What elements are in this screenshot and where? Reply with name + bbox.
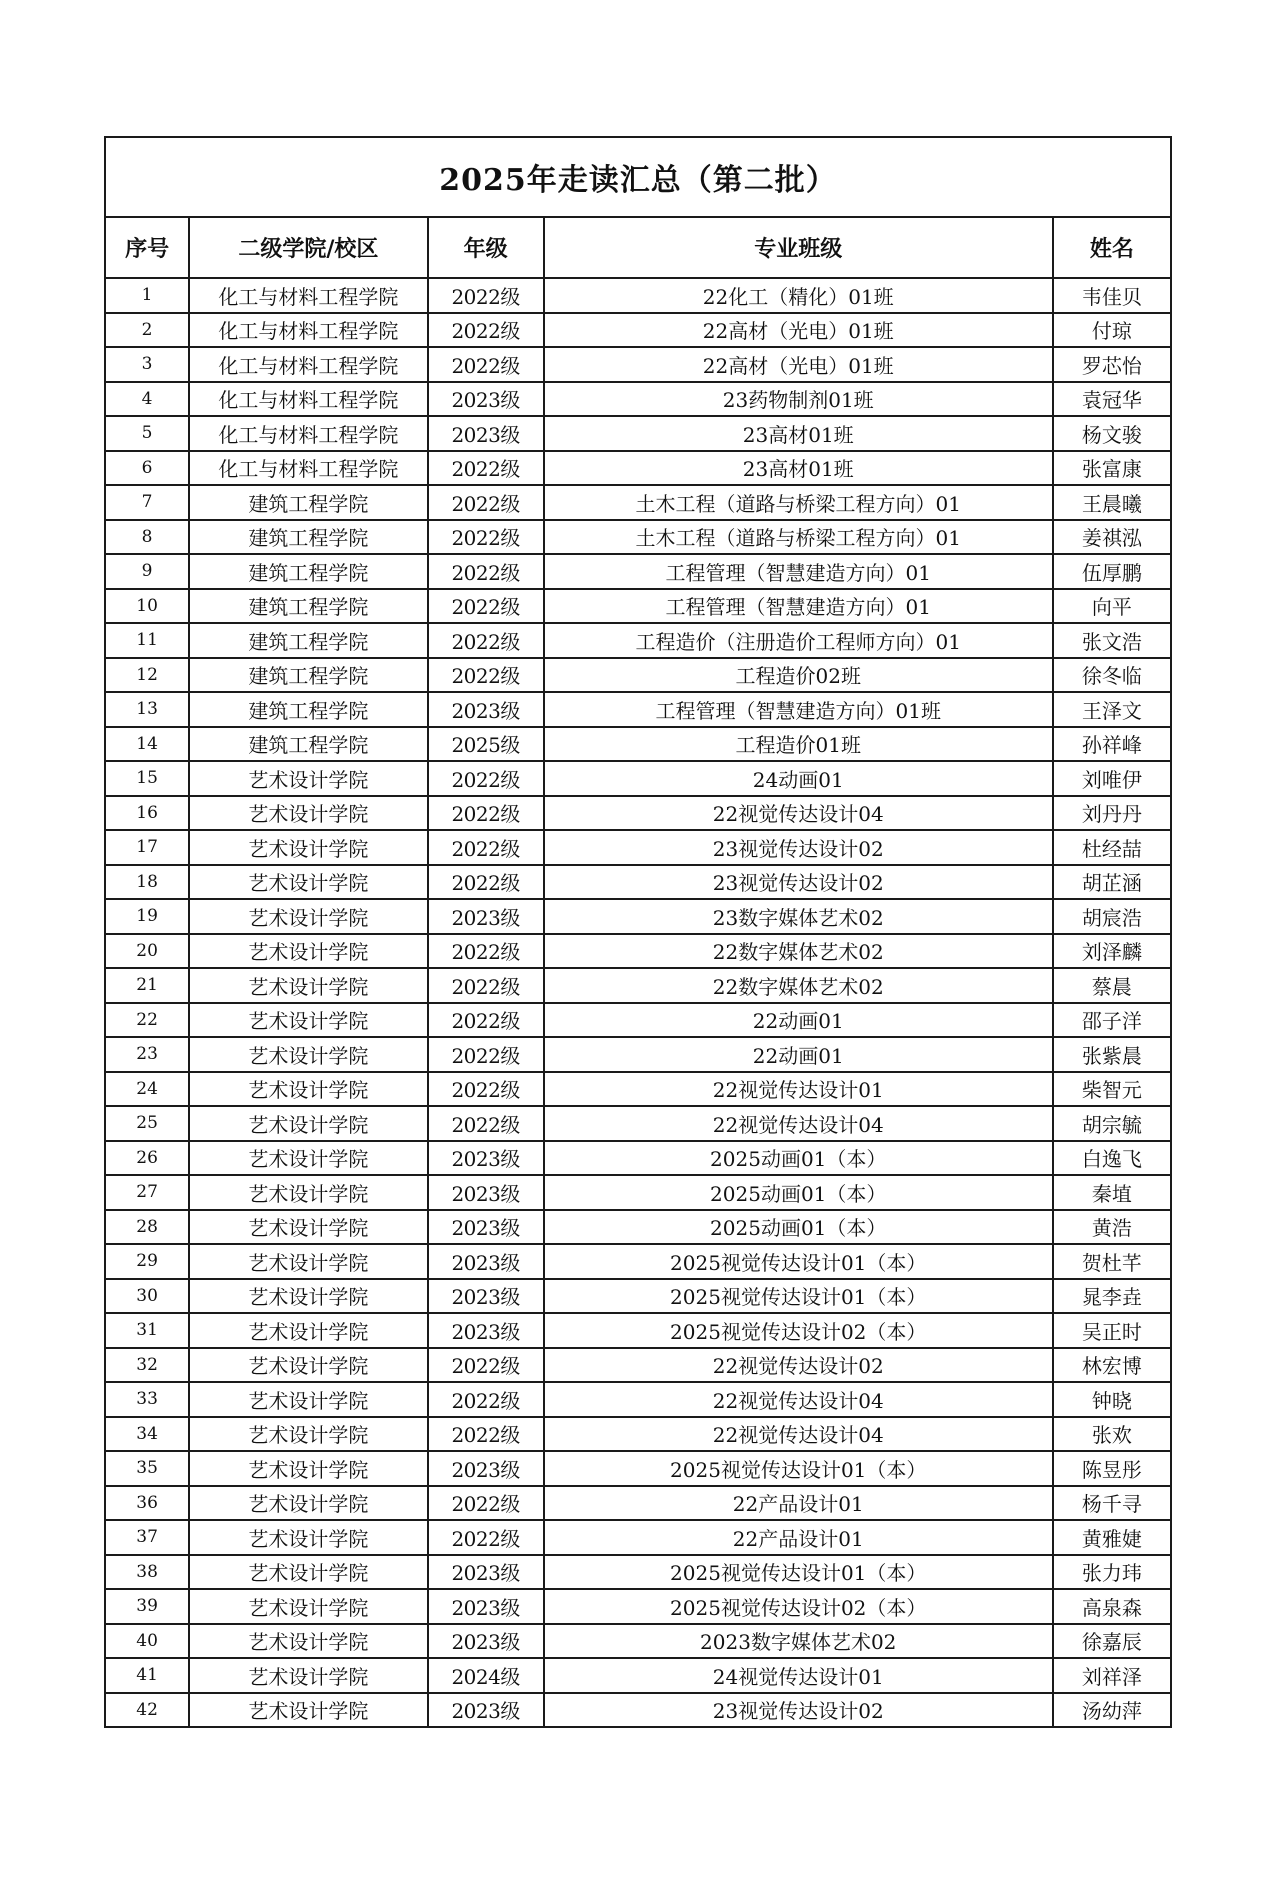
table-row <box>105 416 1171 451</box>
cell-college: 化工与材料工程学院 <box>189 347 427 382</box>
cell-name: 王泽文 <box>1053 692 1171 727</box>
cell-college: 艺术设计学院 <box>189 899 427 934</box>
cell-grade: 2023级 <box>428 382 544 417</box>
cell-class: 23视觉传达设计02 <box>544 830 1053 865</box>
table-row <box>105 658 1171 693</box>
table-row <box>105 1658 1171 1693</box>
cell-serial: 6 <box>105 451 189 486</box>
table-row <box>105 968 1171 1003</box>
cell-class: 22数字媒体艺术02 <box>544 968 1053 1003</box>
cell-name: 王晨曦 <box>1053 485 1171 520</box>
table-row <box>105 623 1171 658</box>
cell-grade: 2022级 <box>428 1382 544 1417</box>
cell-serial: 33 <box>105 1382 189 1417</box>
cell-college: 化工与材料工程学院 <box>189 382 427 417</box>
cell-serial: 25 <box>105 1106 189 1141</box>
cell-college: 艺术设计学院 <box>189 934 427 969</box>
table-row <box>105 1106 1171 1141</box>
cell-college: 化工与材料工程学院 <box>189 416 427 451</box>
cell-name: 张力玮 <box>1053 1555 1171 1590</box>
cell-name: 蔡晨 <box>1053 968 1171 1003</box>
cell-serial: 24 <box>105 1072 189 1107</box>
cell-college: 艺术设计学院 <box>189 968 427 1003</box>
cell-name: 胡宗毓 <box>1053 1106 1171 1141</box>
cell-name: 刘丹丹 <box>1053 796 1171 831</box>
cell-grade: 2022级 <box>428 1003 544 1038</box>
cell-serial: 11 <box>105 623 189 658</box>
cell-college: 建筑工程学院 <box>189 658 427 693</box>
cell-serial: 18 <box>105 865 189 900</box>
table-row <box>105 1244 1171 1279</box>
cell-name: 白逸飞 <box>1053 1141 1171 1176</box>
cell-college: 建筑工程学院 <box>189 727 427 762</box>
cell-name: 钟晓 <box>1053 1382 1171 1417</box>
cell-class: 土木工程（道路与桥梁工程方向）01 <box>544 485 1053 520</box>
cell-serial: 40 <box>105 1624 189 1659</box>
cell-name: 黄浩 <box>1053 1210 1171 1245</box>
cell-class: 22动画01 <box>544 1037 1053 1072</box>
cell-class: 22视觉传达设计04 <box>544 1417 1053 1452</box>
cell-name: 胡宸浩 <box>1053 899 1171 934</box>
cell-college: 艺术设计学院 <box>189 1624 427 1659</box>
cell-college: 艺术设计学院 <box>189 865 427 900</box>
cell-serial: 23 <box>105 1037 189 1072</box>
table-row <box>105 761 1171 796</box>
cell-grade: 2023级 <box>428 1555 544 1590</box>
cell-grade: 2022级 <box>428 313 544 348</box>
cell-college: 艺术设计学院 <box>189 1693 427 1728</box>
cell-class: 23高材01班 <box>544 416 1053 451</box>
cell-grade: 2023级 <box>428 1693 544 1728</box>
cell-serial: 8 <box>105 520 189 555</box>
cell-serial: 37 <box>105 1520 189 1555</box>
cell-grade: 2022级 <box>428 1106 544 1141</box>
cell-name: 张文浩 <box>1053 623 1171 658</box>
cell-college: 建筑工程学院 <box>189 623 427 658</box>
cell-class: 23药物制剂01班 <box>544 382 1053 417</box>
table-row <box>105 382 1171 417</box>
cell-name: 张富康 <box>1053 451 1171 486</box>
title-row <box>105 137 1171 217</box>
cell-class: 22高材（光电）01班 <box>544 313 1053 348</box>
table-row <box>105 796 1171 831</box>
cell-serial: 30 <box>105 1279 189 1314</box>
cell-college: 化工与材料工程学院 <box>189 313 427 348</box>
cell-college: 建筑工程学院 <box>189 589 427 624</box>
table-row <box>105 1175 1171 1210</box>
cell-class: 24动画01 <box>544 761 1053 796</box>
cell-college: 艺术设计学院 <box>189 1382 427 1417</box>
cell-college: 艺术设计学院 <box>189 1520 427 1555</box>
cell-grade: 2023级 <box>428 1244 544 1279</box>
cell-serial: 42 <box>105 1693 189 1728</box>
table-row <box>105 451 1171 486</box>
cell-class: 22产品设计01 <box>544 1486 1053 1521</box>
header-class: 专业班级 <box>544 217 1053 278</box>
table-row <box>105 1037 1171 1072</box>
header-college: 二级学院/校区 <box>189 217 427 278</box>
table-row <box>105 1003 1171 1038</box>
cell-college: 建筑工程学院 <box>189 554 427 589</box>
cell-name: 吴正时 <box>1053 1313 1171 1348</box>
cell-college: 化工与材料工程学院 <box>189 451 427 486</box>
cell-name: 高泉森 <box>1053 1589 1171 1624</box>
table-row <box>105 1555 1171 1590</box>
cell-grade: 2022级 <box>428 278 544 313</box>
table-row <box>105 1382 1171 1417</box>
cell-name: 刘祥泽 <box>1053 1658 1171 1693</box>
header-row <box>105 217 1171 278</box>
cell-serial: 13 <box>105 692 189 727</box>
cell-college: 艺术设计学院 <box>189 1486 427 1521</box>
cell-class: 23视觉传达设计02 <box>544 1693 1053 1728</box>
cell-class: 22高材（光电）01班 <box>544 347 1053 382</box>
cell-class: 24视觉传达设计01 <box>544 1658 1053 1693</box>
table-row <box>105 865 1171 900</box>
cell-serial: 7 <box>105 485 189 520</box>
cell-grade: 2022级 <box>428 623 544 658</box>
cell-college: 艺术设计学院 <box>189 1279 427 1314</box>
table-row <box>105 1279 1171 1314</box>
cell-college: 艺术设计学院 <box>189 1003 427 1038</box>
cell-class: 2025视觉传达设计01（本） <box>544 1451 1053 1486</box>
cell-name: 柴智元 <box>1053 1072 1171 1107</box>
document-title: 2025年走读汇总（第二批） <box>105 137 1171 217</box>
cell-grade: 2023级 <box>428 1313 544 1348</box>
table-row <box>105 934 1171 969</box>
table-row <box>105 1624 1171 1659</box>
cell-serial: 3 <box>105 347 189 382</box>
cell-grade: 2023级 <box>428 1624 544 1659</box>
table-row <box>105 1141 1171 1176</box>
cell-class: 23高材01班 <box>544 451 1053 486</box>
cell-name: 韦佳贝 <box>1053 278 1171 313</box>
cell-class: 2025动画01（本） <box>544 1141 1053 1176</box>
cell-grade: 2022级 <box>428 934 544 969</box>
cell-name: 黄雅婕 <box>1053 1520 1171 1555</box>
header-name: 姓名 <box>1053 217 1171 278</box>
cell-college: 艺术设计学院 <box>189 1658 427 1693</box>
cell-serial: 41 <box>105 1658 189 1693</box>
cell-name: 刘泽麟 <box>1053 934 1171 969</box>
cell-serial: 29 <box>105 1244 189 1279</box>
cell-name: 邵子洋 <box>1053 1003 1171 1038</box>
cell-class: 2025视觉传达设计02（本） <box>544 1589 1053 1624</box>
cell-serial: 15 <box>105 761 189 796</box>
cell-serial: 14 <box>105 727 189 762</box>
cell-serial: 10 <box>105 589 189 624</box>
cell-class: 2025视觉传达设计02（本） <box>544 1313 1053 1348</box>
table-row <box>105 1417 1171 1452</box>
cell-serial: 4 <box>105 382 189 417</box>
cell-class: 2025动画01（本） <box>544 1210 1053 1245</box>
table-row <box>105 692 1171 727</box>
cell-college: 艺术设计学院 <box>189 1072 427 1107</box>
cell-name: 罗芯怡 <box>1053 347 1171 382</box>
cell-class: 工程管理（智慧建造方向）01 <box>544 589 1053 624</box>
cell-grade: 2022级 <box>428 589 544 624</box>
cell-name: 刘唯伊 <box>1053 761 1171 796</box>
cell-college: 艺术设计学院 <box>189 1037 427 1072</box>
cell-grade: 2022级 <box>428 796 544 831</box>
cell-grade: 2022级 <box>428 347 544 382</box>
cell-college: 艺术设计学院 <box>189 1451 427 1486</box>
cell-serial: 27 <box>105 1175 189 1210</box>
cell-name: 张欢 <box>1053 1417 1171 1452</box>
cell-class: 22数字媒体艺术02 <box>544 934 1053 969</box>
cell-college: 艺术设计学院 <box>189 1106 427 1141</box>
table-row <box>105 278 1171 313</box>
cell-college: 艺术设计学院 <box>189 830 427 865</box>
header-serial: 序号 <box>105 217 189 278</box>
table-row <box>105 727 1171 762</box>
cell-name: 杜经喆 <box>1053 830 1171 865</box>
cell-class: 22视觉传达设计04 <box>544 1106 1053 1141</box>
cell-class: 23视觉传达设计02 <box>544 865 1053 900</box>
cell-name: 汤幼萍 <box>1053 1693 1171 1728</box>
cell-grade: 2022级 <box>428 1417 544 1452</box>
table-row <box>105 313 1171 348</box>
cell-college: 建筑工程学院 <box>189 692 427 727</box>
cell-class: 工程造价01班 <box>544 727 1053 762</box>
cell-college: 艺术设计学院 <box>189 1313 427 1348</box>
cell-serial: 26 <box>105 1141 189 1176</box>
cell-grade: 2023级 <box>428 1279 544 1314</box>
cell-college: 艺术设计学院 <box>189 1141 427 1176</box>
cell-college: 建筑工程学院 <box>189 520 427 555</box>
cell-class: 23数字媒体艺术02 <box>544 899 1053 934</box>
cell-grade: 2022级 <box>428 1486 544 1521</box>
cell-grade: 2022级 <box>428 520 544 555</box>
table-row <box>105 1210 1171 1245</box>
cell-name: 付琼 <box>1053 313 1171 348</box>
cell-class: 工程管理（智慧建造方向）01班 <box>544 692 1053 727</box>
cell-serial: 36 <box>105 1486 189 1521</box>
table-row <box>105 1348 1171 1383</box>
summary-table <box>104 136 1172 1728</box>
cell-grade: 2022级 <box>428 830 544 865</box>
cell-class: 2025视觉传达设计01（本） <box>544 1279 1053 1314</box>
cell-college: 艺术设计学院 <box>189 1555 427 1590</box>
cell-class: 土木工程（道路与桥梁工程方向）01 <box>544 520 1053 555</box>
cell-serial: 22 <box>105 1003 189 1038</box>
cell-college: 艺术设计学院 <box>189 1589 427 1624</box>
cell-grade: 2023级 <box>428 1210 544 1245</box>
cell-grade: 2022级 <box>428 1348 544 1383</box>
cell-grade: 2023级 <box>428 899 544 934</box>
cell-grade: 2022级 <box>428 485 544 520</box>
table-row <box>105 899 1171 934</box>
cell-class: 2025视觉传达设计01（本） <box>544 1244 1053 1279</box>
table-row <box>105 1486 1171 1521</box>
cell-name: 秦埴 <box>1053 1175 1171 1210</box>
cell-serial: 17 <box>105 830 189 865</box>
table-row <box>105 589 1171 624</box>
cell-name: 向平 <box>1053 589 1171 624</box>
cell-name: 张紫晨 <box>1053 1037 1171 1072</box>
cell-class: 工程管理（智慧建造方向）01 <box>544 554 1053 589</box>
cell-class: 22视觉传达设计04 <box>544 796 1053 831</box>
cell-serial: 28 <box>105 1210 189 1245</box>
cell-class: 22视觉传达设计02 <box>544 1348 1053 1383</box>
table-row <box>105 520 1171 555</box>
cell-college: 艺术设计学院 <box>189 1210 427 1245</box>
cell-class: 22产品设计01 <box>544 1520 1053 1555</box>
cell-grade: 2025级 <box>428 727 544 762</box>
cell-class: 2025动画01（本） <box>544 1175 1053 1210</box>
cell-college: 建筑工程学院 <box>189 485 427 520</box>
cell-serial: 31 <box>105 1313 189 1348</box>
cell-class: 工程造价02班 <box>544 658 1053 693</box>
cell-serial: 34 <box>105 1417 189 1452</box>
cell-class: 2023数字媒体艺术02 <box>544 1624 1053 1659</box>
cell-name: 陈昱彤 <box>1053 1451 1171 1486</box>
cell-serial: 32 <box>105 1348 189 1383</box>
table-row <box>105 1520 1171 1555</box>
cell-grade: 2022级 <box>428 1520 544 1555</box>
cell-name: 贺杜芊 <box>1053 1244 1171 1279</box>
table-row <box>105 347 1171 382</box>
cell-serial: 39 <box>105 1589 189 1624</box>
cell-college: 艺术设计学院 <box>189 1417 427 1452</box>
cell-college: 艺术设计学院 <box>189 1175 427 1210</box>
cell-serial: 35 <box>105 1451 189 1486</box>
cell-grade: 2022级 <box>428 554 544 589</box>
cell-name: 杨千寻 <box>1053 1486 1171 1521</box>
cell-name: 晁李垚 <box>1053 1279 1171 1314</box>
table-row <box>105 1451 1171 1486</box>
cell-class: 22视觉传达设计01 <box>544 1072 1053 1107</box>
cell-name: 徐嘉辰 <box>1053 1624 1171 1659</box>
cell-name: 伍厚鹏 <box>1053 554 1171 589</box>
cell-name: 胡芷涵 <box>1053 865 1171 900</box>
cell-class: 2025视觉传达设计01（本） <box>544 1555 1053 1590</box>
cell-name: 孙祥峰 <box>1053 727 1171 762</box>
cell-grade: 2022级 <box>428 1072 544 1107</box>
cell-name: 姜祺泓 <box>1053 520 1171 555</box>
header-grade: 年级 <box>428 217 544 278</box>
cell-grade: 2022级 <box>428 451 544 486</box>
cell-grade: 2023级 <box>428 1175 544 1210</box>
cell-grade: 2022级 <box>428 658 544 693</box>
table-row <box>105 1589 1171 1624</box>
table-row <box>105 485 1171 520</box>
cell-college: 艺术设计学院 <box>189 761 427 796</box>
cell-serial: 2 <box>105 313 189 348</box>
cell-serial: 12 <box>105 658 189 693</box>
cell-name: 杨文骏 <box>1053 416 1171 451</box>
table-row <box>105 1072 1171 1107</box>
cell-serial: 19 <box>105 899 189 934</box>
cell-grade: 2022级 <box>428 865 544 900</box>
cell-class: 工程造价（注册造价工程师方向）01 <box>544 623 1053 658</box>
cell-class: 22视觉传达设计04 <box>544 1382 1053 1417</box>
cell-grade: 2023级 <box>428 1451 544 1486</box>
cell-grade: 2022级 <box>428 1037 544 1072</box>
cell-serial: 9 <box>105 554 189 589</box>
cell-name: 袁冠华 <box>1053 382 1171 417</box>
cell-grade: 2022级 <box>428 968 544 1003</box>
cell-class: 22动画01 <box>544 1003 1053 1038</box>
cell-college: 艺术设计学院 <box>189 1348 427 1383</box>
cell-class: 22化工（精化）01班 <box>544 278 1053 313</box>
cell-serial: 20 <box>105 934 189 969</box>
cell-college: 艺术设计学院 <box>189 1244 427 1279</box>
table-row <box>105 1313 1171 1348</box>
cell-grade: 2022级 <box>428 761 544 796</box>
cell-serial: 38 <box>105 1555 189 1590</box>
table-body <box>105 278 1171 1727</box>
table-row <box>105 1693 1171 1728</box>
cell-grade: 2023级 <box>428 416 544 451</box>
cell-grade: 2023级 <box>428 1589 544 1624</box>
cell-college: 艺术设计学院 <box>189 796 427 831</box>
cell-serial: 1 <box>105 278 189 313</box>
cell-grade: 2024级 <box>428 1658 544 1693</box>
cell-serial: 21 <box>105 968 189 1003</box>
cell-college: 化工与材料工程学院 <box>189 278 427 313</box>
cell-serial: 16 <box>105 796 189 831</box>
document-sheet <box>104 136 1172 1728</box>
cell-serial: 5 <box>105 416 189 451</box>
cell-grade: 2023级 <box>428 1141 544 1176</box>
table-row <box>105 830 1171 865</box>
table-row <box>105 554 1171 589</box>
cell-name: 林宏博 <box>1053 1348 1171 1383</box>
cell-name: 徐冬临 <box>1053 658 1171 693</box>
cell-grade: 2023级 <box>428 692 544 727</box>
